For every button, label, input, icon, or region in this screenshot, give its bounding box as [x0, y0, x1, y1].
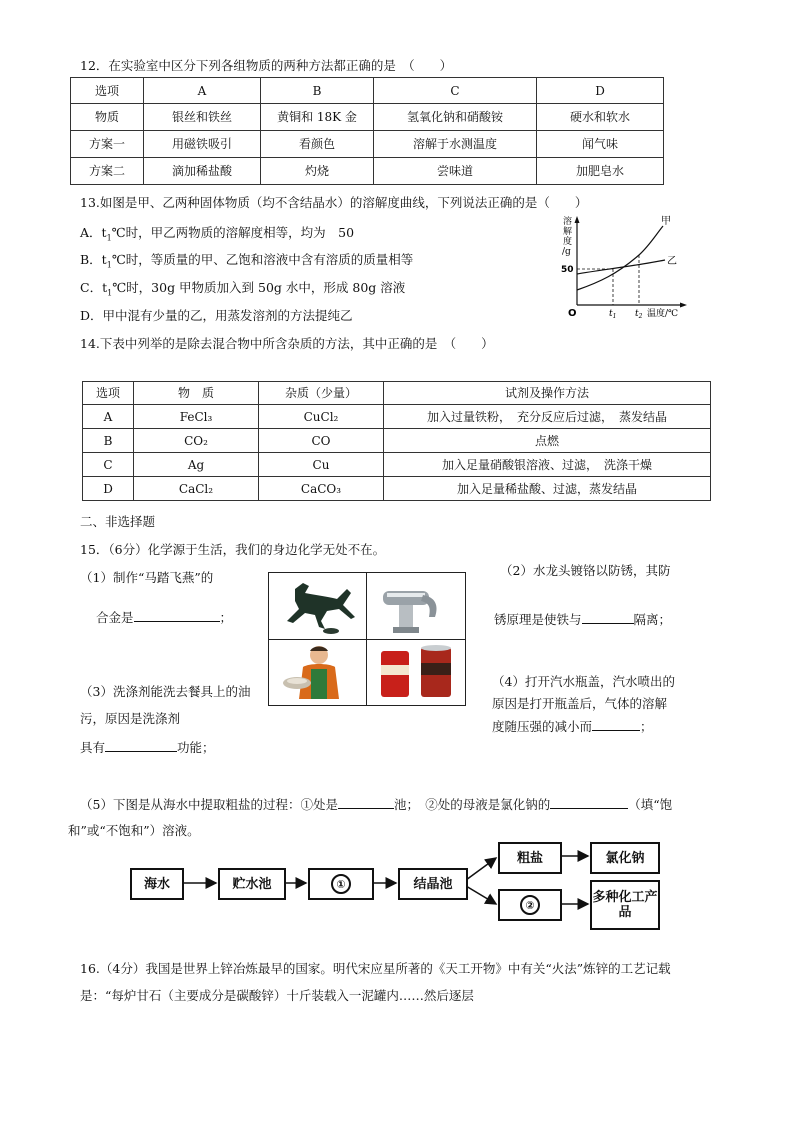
q16-line2: 是：“每炉甘石（主要成分是碳酸锌）十斤装载入一泥罐内……然后逐层 [80, 988, 474, 1003]
q15-p3a: （3）洗涤剂能洗去餐具上的油 [80, 684, 251, 699]
washing-dishes-image [275, 643, 363, 701]
q15-p4a: （4）打开汽水瓶盖，汽水喷出的 [492, 674, 675, 689]
table-cell: CO [259, 429, 384, 453]
x-axis-arrow [680, 303, 687, 308]
table-header: 选项 [71, 78, 144, 104]
table-cell: 硬水和软水 [537, 104, 664, 131]
table-cell: 方案一 [71, 131, 144, 158]
flow-storage-pool: 贮水池 [218, 868, 286, 900]
ylabel-2: 解 [563, 227, 573, 237]
flow-crude-salt: 粗盐 [498, 842, 562, 874]
faucet-image [373, 577, 461, 635]
table-cell: FeCl₃ [134, 405, 259, 429]
table-cell: 氢氧化钠和硝酸铵 [374, 104, 537, 131]
table-cell: 加肥皂水 [537, 158, 664, 185]
y-axis-arrow [575, 216, 580, 223]
q15-stem: 15．（6分）化学源于生活，我们的身边化学无处不在。 [80, 542, 386, 557]
flow-seawater: 海水 [130, 868, 184, 900]
flow-step-1: ① [308, 868, 374, 900]
table-header: A [144, 78, 261, 104]
table-cell: 尝味道 [374, 158, 537, 185]
table-cell: 滴加稀盐酸 [144, 158, 261, 185]
answer-blank[interactable] [582, 611, 634, 624]
arrow-4 [466, 858, 496, 880]
bronze-horse-image [275, 577, 363, 635]
table-cell: 物质 [71, 104, 144, 131]
table-cell: Cu [259, 453, 384, 477]
q15-p2a: （2）水龙头镀铬以防锈，其防 [500, 563, 671, 578]
table-header: 试剂及操作方法 [384, 382, 711, 405]
flow-crystallization-pool: 结晶池 [398, 868, 468, 900]
q13-option-c: C．$t_1℃$时，30g 甲物质加入到 50g 水中，形成 80g 溶液 [80, 280, 406, 298]
answer-blank[interactable] [592, 718, 640, 731]
curve-jia [577, 226, 663, 290]
table-cell: 点燃 [384, 429, 711, 453]
table-header: 选项 [83, 382, 134, 405]
answer-blank[interactable] [134, 609, 220, 622]
q13-option-a: A．$t_1℃$时，甲乙两物质的溶解度相等，均为 50 [80, 225, 355, 243]
q15-p4b: 原因是打开瓶盖后，气体的溶解 [492, 696, 668, 711]
q13-option-b: B．$t_1℃$时，等质量的甲、乙饱和溶液中含有溶质的质量相等 [80, 252, 414, 270]
table-cell: 加入足量硝酸银溶液、过滤， 洗涤干燥 [384, 453, 711, 477]
q14-table [82, 381, 711, 501]
flow-chemical-products: 多种化工产品 [590, 880, 660, 930]
table-cell: 黄铜和 18K 金 [261, 104, 374, 131]
origin-label: O [568, 308, 577, 319]
q15-p2b: 锈原理是使铁与 隔离； [494, 612, 672, 627]
table-cell: 看颜色 [261, 131, 374, 158]
table-cell: Ag [134, 453, 259, 477]
grid-divider-h [269, 639, 465, 640]
solubility-graph [555, 210, 690, 320]
table-cell: 灼烧 [261, 158, 374, 185]
table-header: 杂质（少量） [259, 382, 384, 405]
table-cell: CO₂ [134, 429, 259, 453]
table-header: B [261, 78, 374, 104]
q15-p5-line2: 和”或“不饱和”）溶液。 [68, 823, 200, 838]
ylabel-3: 度 [563, 237, 573, 247]
table-cell: 银丝和铁丝 [144, 104, 261, 131]
q15-p3c: 具有 功能； [80, 740, 215, 755]
section-heading: 二、非选择题 [80, 514, 156, 529]
xlabel: 温度/℃ [647, 309, 679, 319]
table-cell: 加入过量铁粉， 充分反应后过滤， 蒸发结晶 [384, 405, 711, 429]
q14-stem: 14.下表中列举的是除去混合物中所含杂质的方法，其中正确的是 （ ） [80, 336, 494, 351]
y50-label: 50 [561, 265, 574, 275]
q12-stem: 12．在实验室中区分下列各组物质的两种方法都正确的是 （ ） [80, 58, 453, 73]
table-cell: A [83, 405, 134, 429]
q13-stem: 13.如图是甲、乙两种固体物质（均不含结晶水）的溶解度曲线，下列说法正确的是（ ） [80, 195, 588, 210]
label-jia: 甲 [661, 216, 671, 227]
t1-label: $t_1$ [609, 309, 617, 320]
label-yi: 乙 [667, 256, 677, 267]
q15-p5-line1: （5）下图是从海水中提取粗盐的过程：①处是 池； ②处的母液是氯化钠的 （填“饱 [80, 797, 673, 812]
curve-yi [577, 260, 665, 274]
table-header: C [374, 78, 537, 104]
answer-blank[interactable] [105, 739, 177, 752]
q15-p4c: 度随压强的减小而 ； [492, 719, 653, 734]
flow-step-2: ② [498, 889, 562, 921]
ylabel-1: 溶 [563, 217, 573, 227]
q15-p1a: （1）制作“马踏飞燕”的 [80, 570, 214, 585]
q13-option-d: D．甲中混有少量的乙，用蒸发溶剂的方法提纯乙 [80, 308, 353, 323]
q15-p3b: 污，原因是洗涤剂 [80, 711, 181, 726]
table-cell: CuCl₂ [259, 405, 384, 429]
table-cell: CaCl₂ [134, 477, 259, 501]
answer-blank[interactable] [550, 796, 628, 809]
table-cell: 方案二 [71, 158, 144, 185]
soda-cans-image [373, 643, 461, 701]
q16-line1: 16.（4分）我国是世界上锌冶炼最早的国家。明代宋应星所著的《天工开物》中有关“火法”炼锌的工艺记载 [80, 961, 671, 976]
q12-table [70, 77, 664, 185]
table-cell: 加入足量稀盐酸、过滤，蒸发结晶 [384, 477, 711, 501]
table-cell: 溶解于水测温度 [374, 131, 537, 158]
table-cell: 用磁铁吸引 [144, 131, 261, 158]
table-cell: 闻气味 [537, 131, 664, 158]
flow-sodium-chloride: 氯化钠 [590, 842, 660, 874]
table-cell: C [83, 453, 134, 477]
q15-p1b: 合金是 ； [96, 610, 233, 625]
arrow-5 [466, 886, 496, 904]
table-header: 物 质 [134, 382, 259, 405]
ylabel-4: /g [562, 247, 571, 257]
answer-blank[interactable] [338, 796, 394, 809]
t2-label: $t_2$ [635, 309, 643, 320]
table-cell: D [83, 477, 134, 501]
table-cell: CaCO₃ [259, 477, 384, 501]
table-header: D [537, 78, 664, 104]
picture-grid [268, 572, 466, 706]
table-cell: B [83, 429, 134, 453]
